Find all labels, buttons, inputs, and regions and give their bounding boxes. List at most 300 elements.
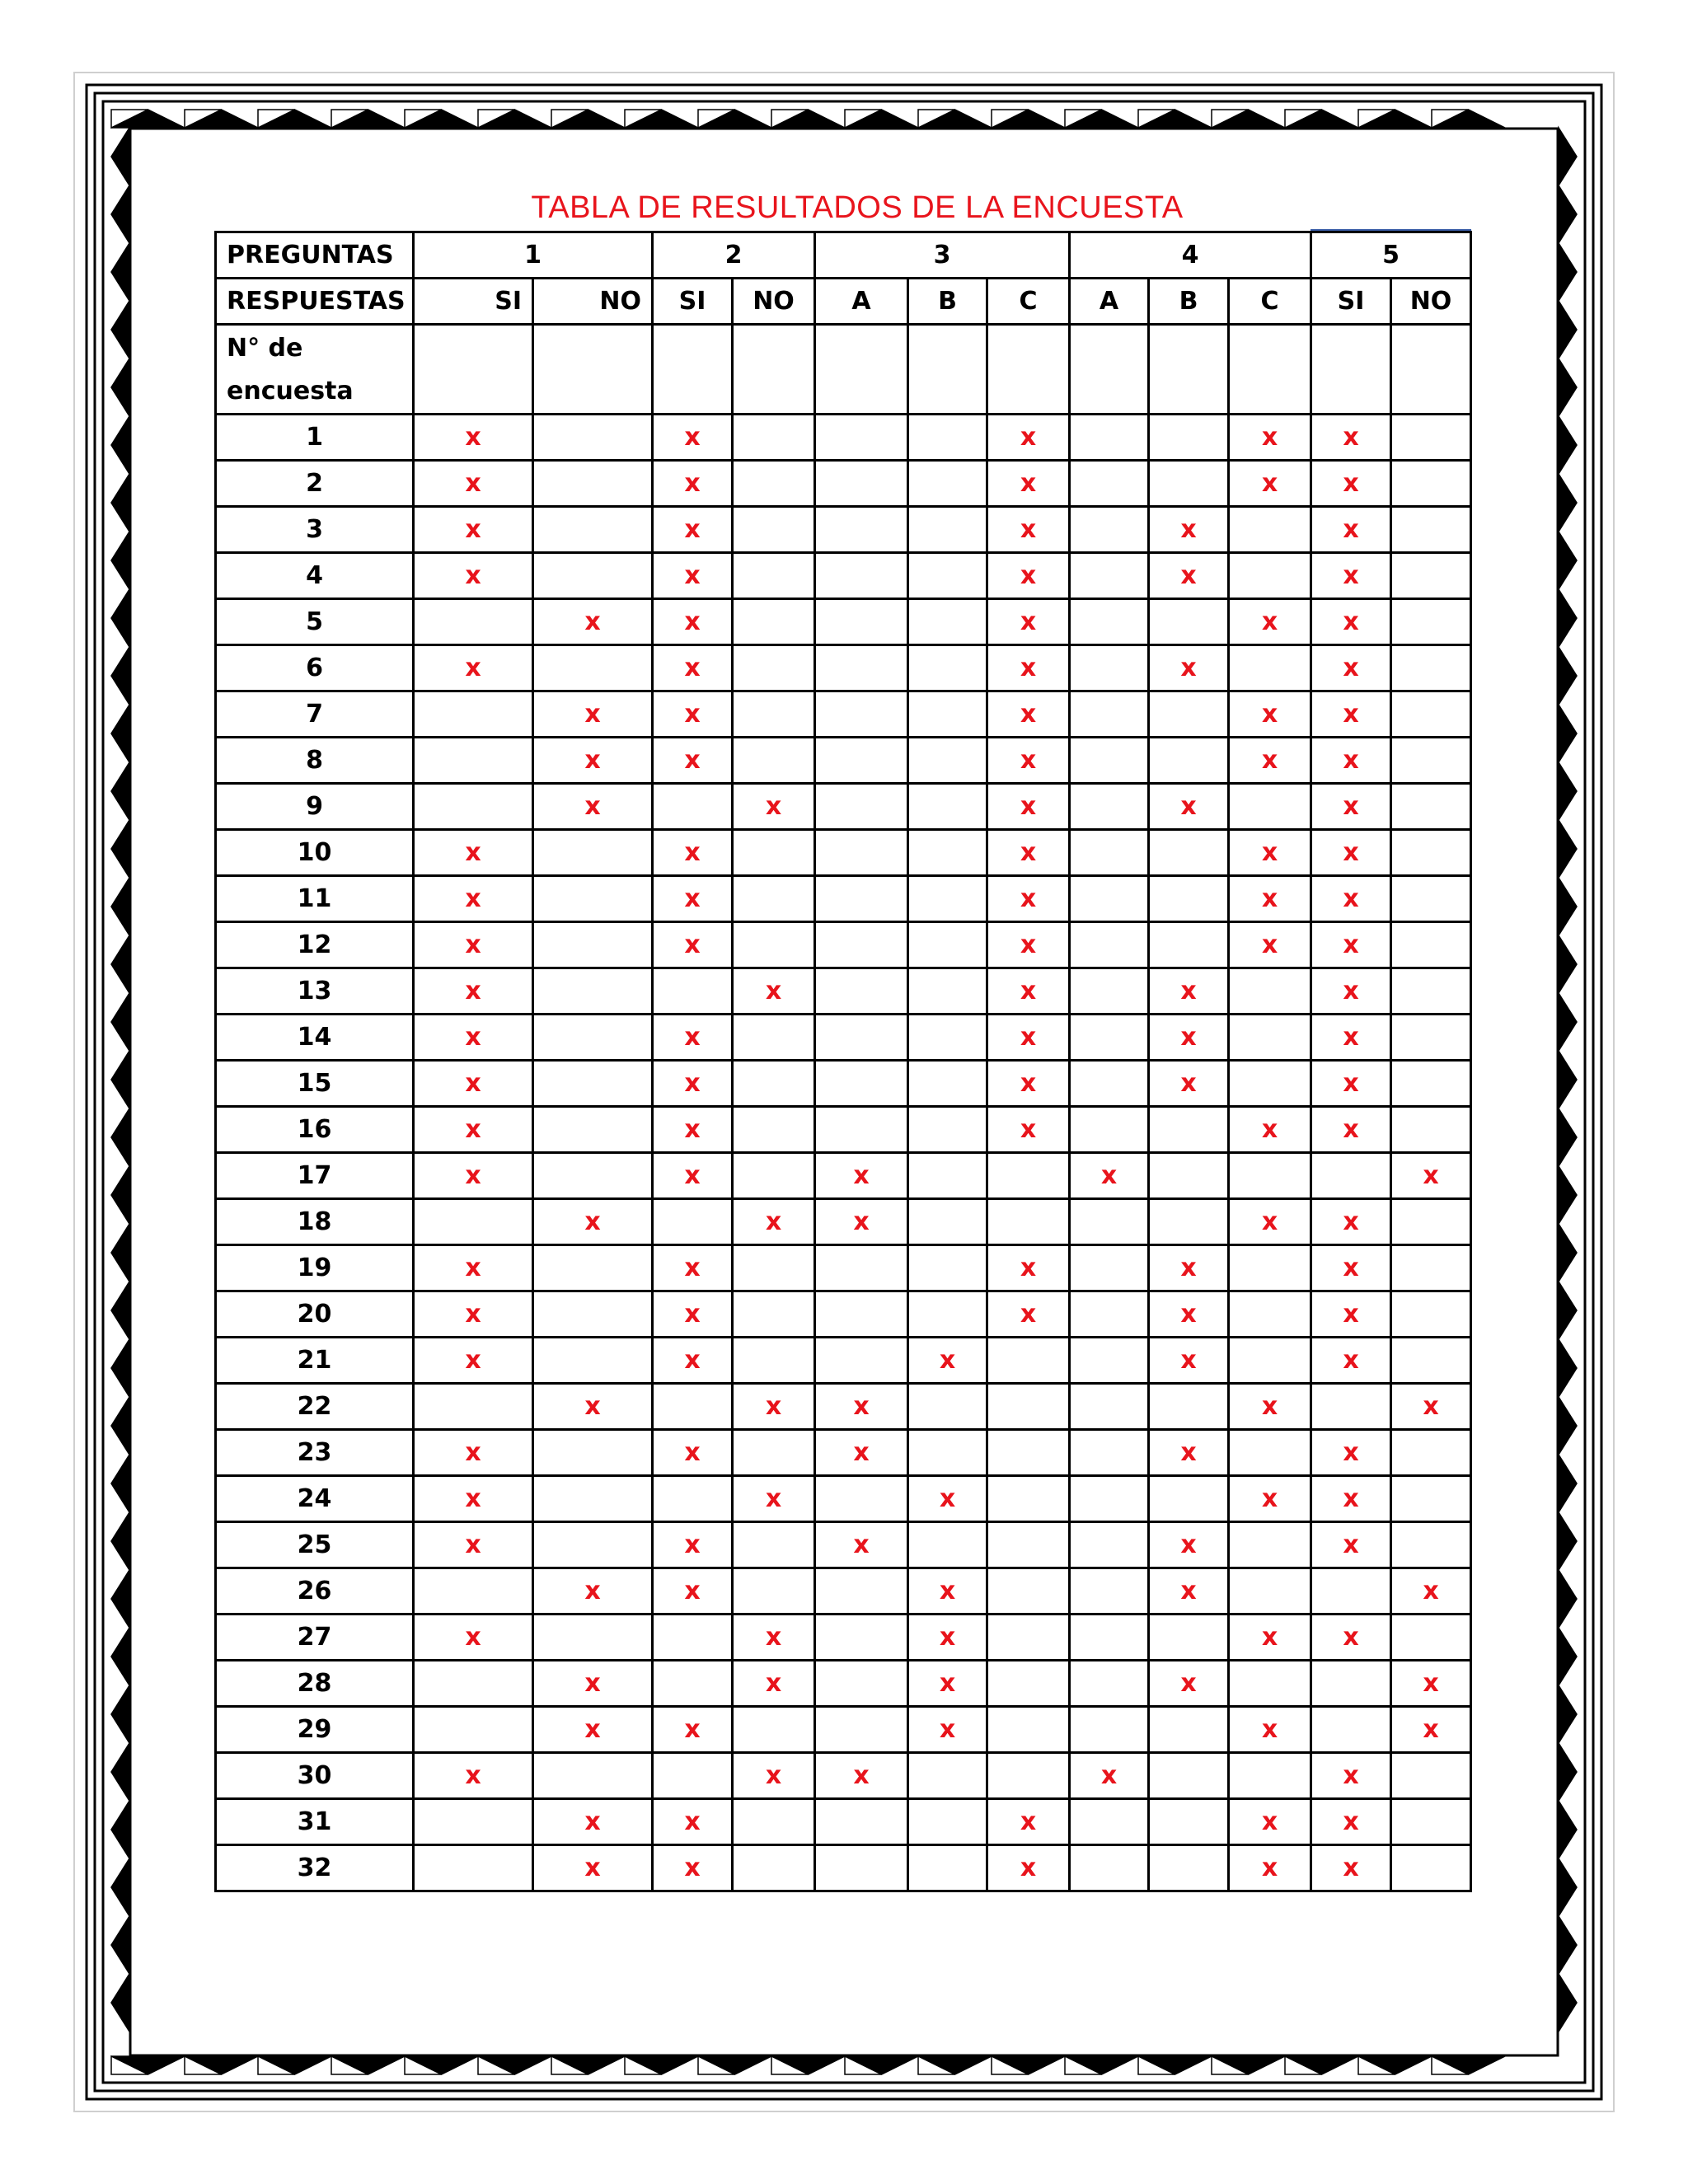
answer-cell-q4-a [1070, 1384, 1149, 1430]
blank-cell [1070, 325, 1149, 415]
answer-cell-q1-no [533, 1568, 653, 1615]
answer-cell-q5-no [1391, 507, 1471, 553]
answer-cell-q4-a [1070, 1568, 1149, 1615]
answer-cell-q3-c [987, 1153, 1070, 1199]
answer-cell-q4-b [1149, 1707, 1229, 1753]
answer-header-q3-b: B [908, 279, 987, 325]
answer-cell-q3-b [908, 415, 987, 461]
answer-cell-q4-b [1149, 691, 1229, 738]
answer-cell-q4-a [1070, 461, 1149, 507]
answer-cell-q4-a [1070, 1291, 1149, 1338]
answer-cell-q3-c [987, 1845, 1070, 1891]
answer-cell-q1-si [414, 553, 533, 599]
answer-cell-q4-a [1070, 1753, 1149, 1799]
answer-cell-q2-si [653, 1107, 733, 1153]
table-row [216, 1799, 1471, 1845]
answer-cell-q3-c [987, 830, 1070, 876]
question-3-header: 3 [815, 232, 1070, 279]
answer-cell-q3-b [908, 1476, 987, 1522]
answer-cell-q3-a [815, 1615, 908, 1661]
answer-mark: x [1343, 1346, 1359, 1375]
answer-cell-q5-no [1391, 691, 1471, 738]
answer-cell-q3-b [908, 1061, 987, 1107]
answer-mark: x [1343, 1530, 1359, 1559]
answer-mark: x [1020, 1023, 1037, 1052]
answer-cell-q5-si [1311, 1430, 1391, 1476]
answer-mark: x [1261, 700, 1278, 729]
answer-cell-q1-no [533, 1476, 653, 1522]
answer-cell-q5-si [1311, 1015, 1391, 1061]
answer-cell-q2-no [733, 1338, 815, 1384]
answer-mark: x [465, 1346, 481, 1375]
table-row [216, 968, 1471, 1015]
answer-cell-q2-si [653, 1707, 733, 1753]
answer-mark: x [465, 1530, 481, 1559]
answer-mark: x [684, 423, 701, 452]
answer-cell-q1-si [414, 1799, 533, 1845]
answer-mark: x [584, 1577, 601, 1605]
answer-cell-q4-c [1229, 1291, 1311, 1338]
answer-cell-q1-si [414, 738, 533, 784]
answer-cell-q1-si [414, 461, 533, 507]
answer-cell-q3-a [815, 1753, 908, 1799]
answer-cell-q1-si [414, 1568, 533, 1615]
answer-mark: x [1423, 1669, 1439, 1698]
preguntas-label: PREGUNTAS [216, 232, 414, 279]
answer-cell-q5-no [1391, 599, 1471, 645]
answer-mark: x [684, 469, 701, 498]
table-row [216, 1291, 1471, 1338]
answer-mark: x [584, 1392, 601, 1421]
answer-cell-q4-a [1070, 830, 1149, 876]
answer-mark: x [465, 977, 481, 1005]
answer-mark: x [684, 884, 701, 913]
answer-cell-q4-a [1070, 1015, 1149, 1061]
answer-mark: x [1343, 515, 1359, 544]
answer-cell-q2-no [733, 876, 815, 922]
answer-cell-q4-a [1070, 1153, 1149, 1199]
answer-mark: x [1020, 700, 1037, 729]
table-row [216, 922, 1471, 968]
answer-cell-q3-a [815, 922, 908, 968]
encuesta-label [216, 325, 414, 415]
answer-cell-q3-c [987, 968, 1070, 1015]
answer-cell-q4-c [1229, 691, 1311, 738]
answer-cell-q4-b [1149, 1338, 1229, 1384]
answer-cell-q5-si [1311, 507, 1391, 553]
survey-number: 21 [216, 1338, 414, 1384]
answer-cell-q4-c [1229, 415, 1311, 461]
answer-cell-q3-a [815, 1661, 908, 1707]
answer-mark: x [684, 1161, 701, 1190]
answer-mark: x [765, 792, 782, 821]
answer-cell-q4-b [1149, 922, 1229, 968]
answer-cell-q1-no [533, 738, 653, 784]
answer-cell-q1-no [533, 1245, 653, 1291]
answer-mark: x [1180, 1300, 1197, 1329]
answer-cell-q1-si [414, 1753, 533, 1799]
answer-cell-q2-si [653, 1845, 733, 1891]
answer-mark: x [1180, 515, 1197, 544]
answer-header-q2-no: NO [733, 279, 815, 325]
answer-mark: x [584, 607, 601, 636]
survey-number: 14 [216, 1015, 414, 1061]
answer-mark: x [1343, 1854, 1359, 1882]
table-row [216, 1107, 1471, 1153]
answer-cell-q1-no [533, 1753, 653, 1799]
answer-mark: x [1261, 838, 1278, 867]
answer-mark: x [465, 423, 481, 452]
answer-mark: x [465, 1761, 481, 1790]
survey-number: 1 [216, 415, 414, 461]
answer-cell-q2-no [733, 461, 815, 507]
answer-cell-q5-si [1311, 599, 1391, 645]
answer-cell-q4-c [1229, 922, 1311, 968]
answer-mark: x [584, 792, 601, 821]
answer-cell-q3-c [987, 1338, 1070, 1384]
answer-cell-q2-si [653, 1199, 733, 1245]
answer-cell-q3-a [815, 968, 908, 1015]
answer-cell-q5-no [1391, 1199, 1471, 1245]
answer-cell-q2-si [653, 1153, 733, 1199]
answer-cell-q5-si [1311, 1291, 1391, 1338]
answer-mark: x [584, 1669, 601, 1698]
answer-cell-q3-b [908, 1845, 987, 1891]
answer-cell-q3-a [815, 1291, 908, 1338]
answer-cell-q2-si [653, 830, 733, 876]
answer-cell-q3-b [908, 645, 987, 691]
answer-cell-q3-a [815, 830, 908, 876]
answer-mark: x [684, 1346, 701, 1375]
answer-cell-q4-c [1229, 1384, 1311, 1430]
answer-cell-q4-c [1229, 1199, 1311, 1245]
answer-cell-q1-no [533, 1522, 653, 1568]
answer-mark: x [1343, 700, 1359, 729]
table-row [216, 415, 1471, 461]
answer-cell-q5-no [1391, 1568, 1471, 1615]
answer-cell-q1-no [533, 1430, 653, 1476]
answer-cell-q2-no [733, 922, 815, 968]
answer-cell-q4-a [1070, 691, 1149, 738]
answer-mark: x [1180, 1438, 1197, 1467]
answer-cell-q1-no [533, 1153, 653, 1199]
answer-cell-q4-a [1070, 738, 1149, 784]
answer-cell-q1-si [414, 645, 533, 691]
answer-mark: x [853, 1207, 870, 1236]
answer-cell-q4-a [1070, 1061, 1149, 1107]
answer-mark: x [465, 1623, 481, 1652]
answer-cell-q1-si [414, 507, 533, 553]
answer-cell-q2-si [653, 1384, 733, 1430]
answer-header-q3-a: A [815, 279, 908, 325]
answer-mark: x [765, 1392, 782, 1421]
answer-cell-q1-si [414, 830, 533, 876]
answer-cell-q2-si [653, 1799, 733, 1845]
answer-mark: x [1343, 1254, 1359, 1282]
answer-cell-q5-si [1311, 415, 1391, 461]
answer-cell-q4-b [1149, 1753, 1229, 1799]
answer-cell-q1-no [533, 1015, 653, 1061]
answer-cell-q4-b [1149, 1061, 1229, 1107]
answer-cell-q5-no [1391, 1799, 1471, 1845]
answer-cell-q3-c [987, 1661, 1070, 1707]
answer-mark: x [465, 1115, 481, 1144]
answer-cell-q5-si [1311, 1153, 1391, 1199]
answer-cell-q3-c [987, 553, 1070, 599]
answer-cell-q1-si [414, 1707, 533, 1753]
answer-cell-q2-no [733, 599, 815, 645]
answer-cell-q1-si [414, 1199, 533, 1245]
answer-cell-q1-si [414, 599, 533, 645]
answer-mark: x [1020, 1854, 1037, 1882]
answer-cell-q1-si [414, 1845, 533, 1891]
question-4-header: 4 [1070, 232, 1311, 279]
answer-cell-q3-c [987, 1707, 1070, 1753]
answer-cell-q5-si [1311, 1245, 1391, 1291]
answer-cell-q2-si [653, 415, 733, 461]
answer-cell-q3-c [987, 876, 1070, 922]
table-row [216, 507, 1471, 553]
answer-cell-q4-c [1229, 461, 1311, 507]
answer-cell-q4-c [1229, 1615, 1311, 1661]
answer-mark: x [1180, 1346, 1197, 1375]
answer-cell-q4-b [1149, 553, 1229, 599]
table-row [216, 1199, 1471, 1245]
answer-cell-q4-b [1149, 1153, 1229, 1199]
survey-number: 3 [216, 507, 414, 553]
answer-cell-q3-c [987, 1199, 1070, 1245]
answer-cell-q5-si [1311, 461, 1391, 507]
answer-cell-q4-a [1070, 1522, 1149, 1568]
answer-mark: x [684, 1854, 701, 1882]
answer-cell-q1-no [533, 1845, 653, 1891]
answer-cell-q4-b [1149, 1107, 1229, 1153]
encuesta-label-line-2: encuesta [227, 377, 354, 405]
answer-mark: x [1423, 1715, 1439, 1744]
answer-mark: x [684, 838, 701, 867]
answer-mark: x [1343, 884, 1359, 913]
blank-cell [414, 325, 533, 415]
answer-cell-q2-no [733, 1799, 815, 1845]
answer-cell-q3-a [815, 1430, 908, 1476]
answer-cell-q2-no [733, 784, 815, 830]
answer-mark: x [1020, 1069, 1037, 1098]
answer-cell-q4-b [1149, 1291, 1229, 1338]
table-row [216, 1430, 1471, 1476]
answer-header-q4-a: A [1070, 279, 1149, 325]
answer-mark: x [584, 700, 601, 729]
answer-cell-q3-b [908, 1153, 987, 1199]
answer-cell-q5-si [1311, 784, 1391, 830]
encuesta-header-row [216, 325, 1471, 415]
answer-mark: x [1423, 1161, 1439, 1190]
answer-cell-q3-a [815, 691, 908, 738]
answer-cell-q1-si [414, 1430, 533, 1476]
answer-cell-q1-si [414, 415, 533, 461]
answer-cell-q5-no [1391, 415, 1471, 461]
answer-cell-q4-a [1070, 599, 1149, 645]
results-table [214, 231, 1472, 1892]
answer-mark: x [1343, 746, 1359, 775]
answer-mark: x [1343, 1761, 1359, 1790]
answer-cell-q5-si [1311, 1568, 1391, 1615]
answer-cell-q3-a [815, 1107, 908, 1153]
answer-cell-q4-c [1229, 599, 1311, 645]
table-row [216, 1153, 1471, 1199]
survey-number: 12 [216, 922, 414, 968]
answer-mark: x [584, 746, 601, 775]
question-2-header: 2 [653, 232, 815, 279]
answer-cell-q2-si [653, 599, 733, 645]
answer-cell-q3-b [908, 1107, 987, 1153]
answer-cell-q3-c [987, 1291, 1070, 1338]
answer-cell-q4-b [1149, 1661, 1229, 1707]
survey-number: 22 [216, 1384, 414, 1430]
answer-cell-q5-no [1391, 1522, 1471, 1568]
answer-cell-q1-si [414, 1153, 533, 1199]
answer-mark: x [1020, 469, 1037, 498]
answer-mark: x [765, 977, 782, 1005]
answer-cell-q5-no [1391, 1476, 1471, 1522]
answer-cell-q5-si [1311, 1522, 1391, 1568]
answer-cell-q3-b [908, 599, 987, 645]
survey-number: 30 [216, 1753, 414, 1799]
answer-cell-q4-a [1070, 1615, 1149, 1661]
answer-cell-q1-no [533, 922, 653, 968]
answer-cell-q5-si [1311, 1199, 1391, 1245]
answer-mark: x [465, 561, 481, 590]
answer-cell-q5-si [1311, 1338, 1391, 1384]
answer-cell-q4-c [1229, 784, 1311, 830]
answer-cell-q4-a [1070, 1707, 1149, 1753]
table-row [216, 1476, 1471, 1522]
answer-cell-q5-no [1391, 1291, 1471, 1338]
answer-cell-q4-b [1149, 738, 1229, 784]
answer-cell-q2-si [653, 645, 733, 691]
answer-cell-q2-no [733, 507, 815, 553]
blank-cell [653, 325, 733, 415]
answer-cell-q3-b [908, 691, 987, 738]
answer-mark: x [684, 1254, 701, 1282]
answer-mark: x [684, 1577, 701, 1605]
table-row [216, 691, 1471, 738]
answer-cell-q5-no [1391, 1661, 1471, 1707]
answer-cell-q5-si [1311, 553, 1391, 599]
survey-number: 10 [216, 830, 414, 876]
answer-cell-q3-b [908, 1707, 987, 1753]
answer-cell-q4-a [1070, 507, 1149, 553]
survey-number: 8 [216, 738, 414, 784]
answer-cell-q5-si [1311, 1107, 1391, 1153]
answer-mark: x [1180, 654, 1197, 682]
survey-number: 27 [216, 1615, 414, 1661]
answer-cell-q5-no [1391, 1707, 1471, 1753]
answer-cell-q3-a [815, 461, 908, 507]
answer-cell-q4-a [1070, 415, 1149, 461]
answer-cell-q2-si [653, 784, 733, 830]
answer-cell-q3-b [908, 1522, 987, 1568]
answer-cell-q3-c [987, 691, 1070, 738]
answer-cell-q3-c [987, 1015, 1070, 1061]
answer-mark: x [939, 1577, 956, 1605]
answer-cell-q2-no [733, 1153, 815, 1199]
answer-cell-q2-si [653, 461, 733, 507]
answer-cell-q3-a [815, 1061, 908, 1107]
answer-cell-q2-no [733, 830, 815, 876]
answer-cell-q1-no [533, 1061, 653, 1107]
answer-mark: x [684, 1023, 701, 1052]
answer-cell-q1-no [533, 1384, 653, 1430]
answer-cell-q5-si [1311, 968, 1391, 1015]
answer-cell-q2-si [653, 1061, 733, 1107]
answer-header-q1-si: SI [414, 279, 533, 325]
answer-mark: x [1020, 838, 1037, 867]
answer-cell-q5-no [1391, 784, 1471, 830]
table-row [216, 461, 1471, 507]
answer-header-q1-no: NO [533, 279, 653, 325]
answer-cell-q4-c [1229, 645, 1311, 691]
survey-number: 13 [216, 968, 414, 1015]
answer-mark: x [684, 1300, 701, 1329]
survey-number: 2 [216, 461, 414, 507]
answer-cell-q1-si [414, 1522, 533, 1568]
answer-cell-q4-a [1070, 922, 1149, 968]
answer-cell-q3-b [908, 876, 987, 922]
answer-cell-q3-c [987, 461, 1070, 507]
answer-cell-q2-si [653, 1568, 733, 1615]
answer-cell-q5-no [1391, 1338, 1471, 1384]
answer-cell-q4-c [1229, 1845, 1311, 1891]
answer-cell-q2-no [733, 1568, 815, 1615]
answer-cell-q4-c [1229, 1430, 1311, 1476]
answer-cell-q2-no [733, 1384, 815, 1430]
answer-cell-q3-a [815, 1199, 908, 1245]
answer-cell-q1-no [533, 1291, 653, 1338]
answer-mark: x [765, 1484, 782, 1513]
answer-mark: x [853, 1761, 870, 1790]
answer-mark: x [1343, 561, 1359, 590]
answer-cell-q1-no [533, 599, 653, 645]
answer-cell-q4-c [1229, 830, 1311, 876]
answer-cell-q5-si [1311, 1799, 1391, 1845]
answer-cell-q2-no [733, 1476, 815, 1522]
answer-cell-q2-si [653, 553, 733, 599]
answer-cell-q4-b [1149, 876, 1229, 922]
answer-cell-q1-no [533, 1199, 653, 1245]
answer-mark: x [1343, 1484, 1359, 1513]
answer-cell-q4-c [1229, 1061, 1311, 1107]
answer-cell-q4-b [1149, 1799, 1229, 1845]
answer-cell-q2-si [653, 507, 733, 553]
answer-mark: x [465, 469, 481, 498]
answer-mark: x [1020, 746, 1037, 775]
answer-mark: x [1261, 930, 1278, 959]
table-row [216, 553, 1471, 599]
answer-mark: x [1343, 1023, 1359, 1052]
answer-cell-q3-b [908, 1615, 987, 1661]
answer-mark: x [1020, 423, 1037, 452]
answer-cell-q3-a [815, 1799, 908, 1845]
answer-cell-q2-si [653, 691, 733, 738]
answer-mark: x [1343, 654, 1359, 682]
answer-cell-q4-a [1070, 876, 1149, 922]
answer-cell-q3-a [815, 1707, 908, 1753]
answer-cell-q5-no [1391, 738, 1471, 784]
answer-mark: x [939, 1484, 956, 1513]
answer-cell-q1-no [533, 784, 653, 830]
answer-mark: x [1343, 607, 1359, 636]
answer-mark: x [1261, 884, 1278, 913]
